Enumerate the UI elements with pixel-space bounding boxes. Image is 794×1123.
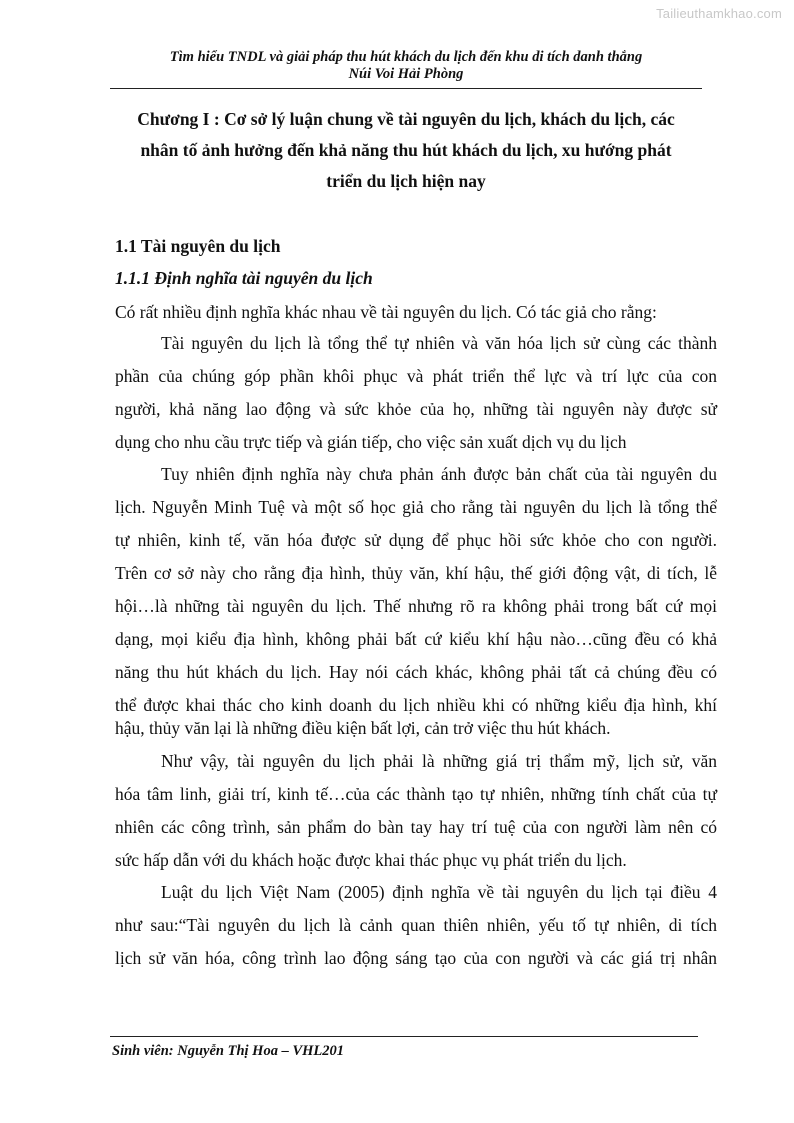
paragraph-line: năng thu hút khách du lịch. Hay nói cách khác, không phải tất cả chúng đều có [115,662,717,682]
paragraph-line: như sau:“Tài nguyên du lịch là cảnh quan thiên nhiên, yếu tố tự nhiên, di tích [115,915,717,935]
footer-divider [110,1036,698,1037]
header-line-2: Núi Voi Hải Phòng [348,66,464,82]
header-line-1: Tìm hiểu TNDL và giải pháp thu hút khách du lịch đến khu di tích danh thắng [169,49,643,65]
paragraph-line: hóa tâm linh, giải trí, kinh tế…của các thành tạo tự nhiên, những tính chất của tự [115,784,717,804]
section-heading: 1.1 Tài nguyên du lịch [115,236,281,256]
running-footer: Sinh viên: Nguyễn Thị Hoa – VHL201 [112,1043,345,1059]
chapter-title [108,104,704,197]
header-divider [110,88,702,89]
paragraph-line: thể được khai thác cho kinh doanh du lịch nhiều khi có những kiểu địa hình, khí [115,695,717,715]
chapter-title-line-3: triển du lịch hiện nay [326,171,486,191]
chapter-title-line-2: nhân tố ảnh hưởng đến khả năng thu hút khách du lịch, xu hướng phát [140,140,672,160]
paragraph-line: tự nhiên, kinh tế, văn hóa được sử dụng để phục hồi sức khỏe cho con người. [115,530,717,550]
paragraph-line: dụng cho nhu cầu trực tiếp và gián tiếp, cho việc sản xuất dịch vụ du lịch [115,432,627,452]
paragraph-line: Tài nguyên du lịch là tổng thể tự nhiên và văn hóa lịch sử cùng các thành [161,333,717,353]
paragraph-line: Như vậy, tài nguyên du lịch phải là những giá trị thẩm mỹ, lịch sử, văn [161,751,717,771]
paragraph-line: lịch sử văn hóa, công trình lao động sáng tạo của con người và các giá trị nhân [115,948,717,968]
paragraph-line: hậu, thủy văn lại là những điều kiện bất lợi, cản trở việc thu hút khách. [115,718,611,738]
subsection-heading: 1.1.1 Định nghĩa tài nguyên du lịch [115,268,373,288]
paragraph-line: sức hấp dẫn với du khách hoặc được khai thác phục vụ phát triển du lịch. [115,850,627,870]
paragraph-line: hội…là những tài nguyên du lịch. Thế nhưng rõ ra không phải trong bất cứ mọi [115,596,717,616]
intro-line: Có rất nhiều định nghĩa khác nhau về tài nguyên du lịch. Có tác giả cho rằng: [115,302,657,322]
paragraph-line: người, khả năng lao động và sức khỏe của họ, những tài nguyên này được sử [115,399,717,419]
paragraph-line: phần của chúng góp phần khôi phục và phát triển thể lực và trí lực của con [115,366,717,386]
paragraph-line: Tuy nhiên định nghĩa này chưa phản ánh được bản chất của tài nguyên du [161,464,717,484]
paragraph-line: Luật du lịch Việt Nam (2005) định nghĩa về tài nguyên du lịch tại điều 4 [161,882,717,902]
paragraph-line: nhiên các công trình, sản phẩm do bàn tay hay trí tuệ của con người làm nên có [115,817,717,837]
paragraph-line: dạng, mọi kiểu địa hình, không phải bất cứ kiểu khí hậu nào…cũng đều có khả [115,629,717,649]
chapter-title-line-1: Chương I : Cơ sở lý luận chung về tài nguyên du lịch, khách du lịch, các [137,109,675,129]
watermark: Tailieuthamkhao.com [656,6,782,21]
paragraph-line: lịch. Nguyễn Minh Tuệ và một số học giả cho rằng tài nguyên du lịch là tổng thể [115,497,717,517]
running-header [110,49,702,83]
paragraph-line: Trên cơ sở này cho rằng địa hình, thủy văn, khí hậu, thế giới động vật, di tích, lễ [115,563,717,583]
